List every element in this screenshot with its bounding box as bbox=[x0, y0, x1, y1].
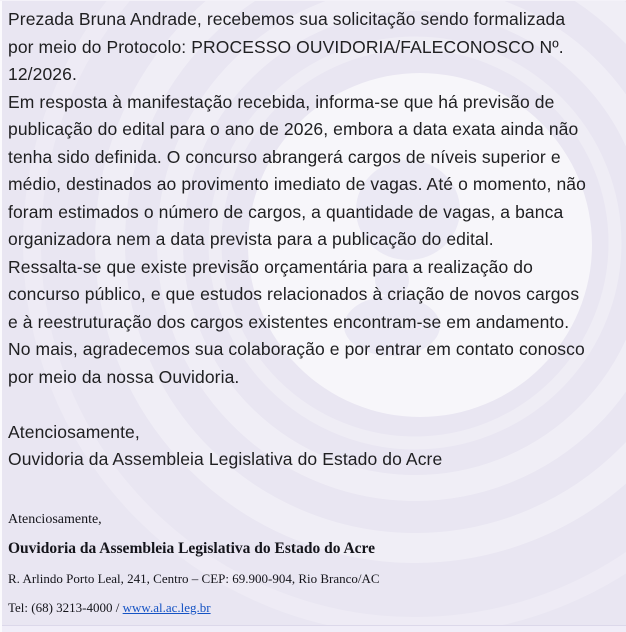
body-line: concurso público, e que estudos relacionados à criação de novos cargos bbox=[8, 284, 580, 304]
body-paragraph bbox=[8, 6, 622, 391]
body-line: organizadora nem a data prevista para a publicação do edital. bbox=[8, 229, 494, 249]
body-line: e à reestruturação dos cargos existentes encontram-se em andamento. bbox=[8, 311, 570, 332]
phone-number: Tel: (68) 3213-4000 / bbox=[8, 599, 123, 615]
paragraph-spacer bbox=[8, 391, 622, 419]
letter-text bbox=[8, 6, 622, 622]
signature-greeting: Atenciosamente, bbox=[8, 421, 140, 442]
signature-serif bbox=[8, 505, 622, 622]
body-line: por meio da nossa Ouvidoria. bbox=[8, 366, 240, 387]
body-line: por meio do Protocolo: PROCESSO OUVIDORIA/FALECONOSCO Nº. bbox=[8, 36, 564, 57]
body-line: médio, destinados ao provimento imediato de vagas. Até o momento, não bbox=[8, 174, 586, 194]
body-line: foram estimados o número de cargos, a quantidade de vagas, a banca bbox=[8, 201, 564, 222]
body-line: Em resposta à manifestação recebida, informa-se que há previsão de bbox=[8, 91, 555, 112]
body-line: publicação do edital para o ano de 2026, embora a data exata ainda não bbox=[8, 119, 579, 139]
footer-greeting: Atenciosamente, bbox=[8, 511, 102, 527]
footer-phone-line bbox=[8, 593, 622, 622]
body-line: tenha sido definida. O concurso abrangerá cargos de níveis superior e bbox=[8, 146, 561, 167]
bottom-border bbox=[0, 625, 626, 632]
body-line: Prezada Bruna Andrade, recebemos sua solicitação sendo formalizada bbox=[8, 9, 566, 29]
signature-organization: Ouvidoria da Assembleia Legislativa do Estado do Acre bbox=[8, 449, 443, 469]
website-link[interactable]: www.al.ac.leg.br bbox=[122, 599, 211, 615]
body-line: 12/2026. bbox=[8, 64, 77, 84]
body-line: No mais, agradecemos sua colaboração e por entrar em contato conosco bbox=[8, 339, 585, 359]
footer-address: R. Arlindo Porto Leal, 241, Centro – CEP: 69.900-904, Rio Branco/AC bbox=[8, 570, 380, 586]
footer-organization: Ouvidoria da Assembleia Legislativa do Estado do Acre bbox=[8, 539, 376, 557]
signature-sans bbox=[8, 419, 622, 474]
body-line: Ressalta-se que existe previsão orçamentária para a realização do bbox=[8, 256, 533, 277]
